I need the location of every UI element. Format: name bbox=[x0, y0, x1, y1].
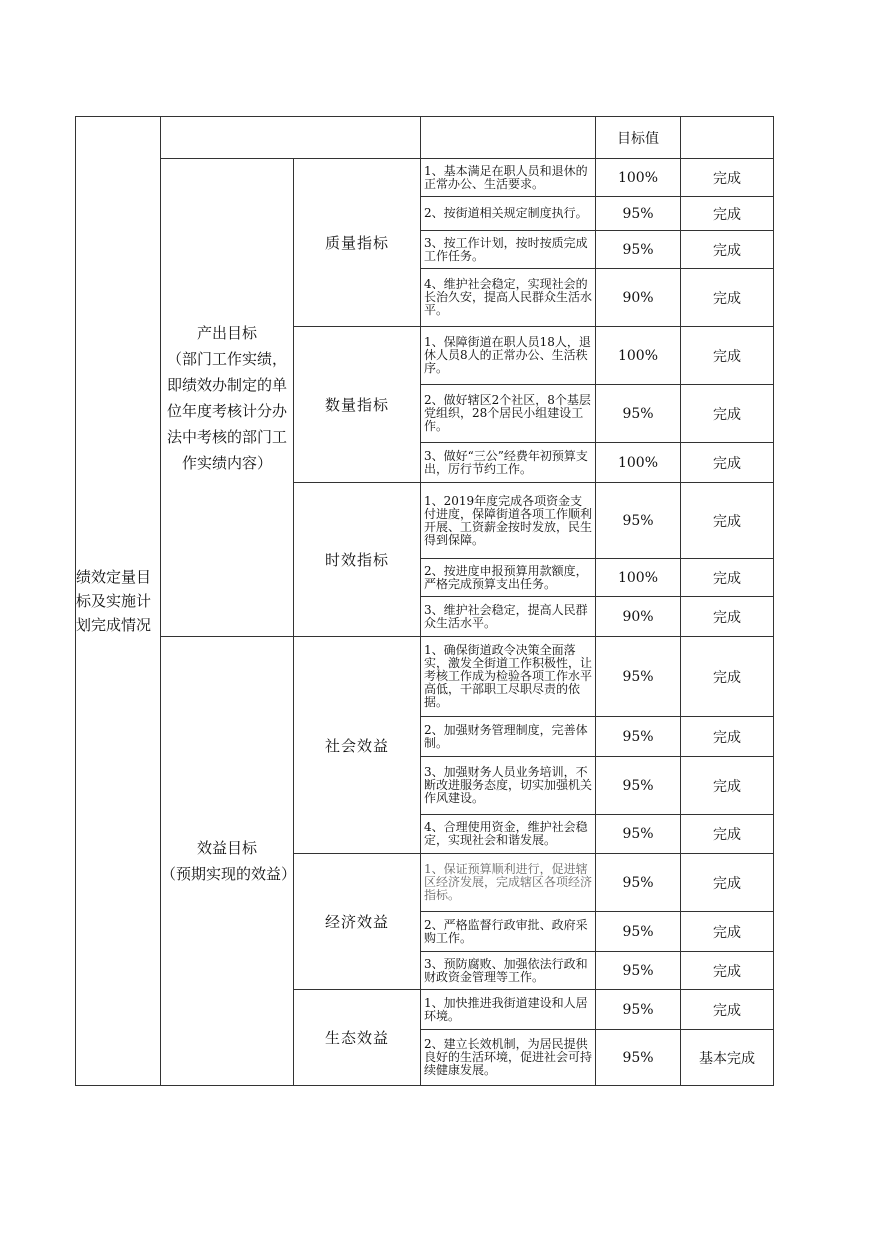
completion-status: 完成 bbox=[681, 597, 774, 637]
group-name: 产出目标 bbox=[196, 323, 257, 342]
target-value: 90% bbox=[596, 597, 681, 637]
completion-status: 完成 bbox=[681, 197, 774, 231]
target-value: 100% bbox=[596, 327, 681, 385]
indicator-text: 2、按街道相关规定制度执行。 bbox=[421, 197, 596, 231]
indicator-text: 2、做好辖区2个社区，8个基层党组织，28个居民小组建设工作。 bbox=[421, 385, 596, 443]
indicator-text: 1、保障街道在职人员18人，退休人员8人的正常办公、生活秩序。 bbox=[421, 327, 596, 385]
target-value: 95% bbox=[596, 385, 681, 443]
completion-status: 完成 bbox=[681, 483, 774, 559]
group-note: （预期实现的效益） bbox=[161, 865, 297, 883]
section-label: 绩效定量目标及实施计划完成情况 bbox=[76, 117, 161, 1086]
subgroup-quality: 质量指标 bbox=[294, 159, 421, 327]
indicator-text: 2、按进度申报预算用款额度，严格完成预算支出任务。 bbox=[421, 559, 596, 597]
indicator-text: 4、维护社会稳定，实现社会的长治久安，提高人民群众生活水平。 bbox=[421, 269, 596, 327]
indicator-text: 2、严格监督行政审批、政府采购工作。 bbox=[421, 912, 596, 952]
target-value: 95% bbox=[596, 757, 681, 815]
target-value: 95% bbox=[596, 912, 681, 952]
completion-status: 完成 bbox=[681, 559, 774, 597]
group-note: （部门工作实绩，即绩效办制定的单位年度考核计分办法中考核的部门工作实绩内容） bbox=[166, 349, 287, 472]
header-empty-cell bbox=[421, 117, 596, 159]
indicator-text: 3、预防腐败、加强依法行政和财政资金管理等工作。 bbox=[421, 952, 596, 990]
header-empty-cell bbox=[681, 117, 774, 159]
completion-status: 完成 bbox=[681, 854, 774, 912]
target-value: 95% bbox=[596, 231, 681, 269]
indicator-text: 3、加强财务人员业务培训，不断改进服务态度，切实加强机关作风建设。 bbox=[421, 757, 596, 815]
indicator-text: 2、建立长效机制，为居民提供良好的生活环境，促进社会可持续健康发展。 bbox=[421, 1030, 596, 1086]
completion-status: 完成 bbox=[681, 443, 774, 483]
completion-status: 完成 bbox=[681, 231, 774, 269]
completion-status: 完成 bbox=[681, 159, 774, 197]
indicator-text: 3、按工作计划，按时按质完成工作任务。 bbox=[421, 231, 596, 269]
indicator-text: 2、加强财务管理制度，完善体制。 bbox=[421, 717, 596, 757]
target-value: 100% bbox=[596, 159, 681, 197]
target-value: 95% bbox=[596, 990, 681, 1030]
indicator-text: 4、合理使用资金，维护社会稳定，实现社会和谐发展。 bbox=[421, 815, 596, 854]
completion-status: 完成 bbox=[681, 990, 774, 1030]
subgroup-quantity: 数量指标 bbox=[294, 327, 421, 483]
target-value: 95% bbox=[596, 952, 681, 990]
target-value: 95% bbox=[596, 197, 681, 231]
subgroup-social: 社会效益 bbox=[294, 637, 421, 854]
performance-table bbox=[75, 116, 774, 1086]
indicator-text: 1、确保街道政令决策全面落实，激发全街道工作积极性，让考核工作成为检验各项工作水平高低，干部职工尽职尽责的依据。 bbox=[421, 637, 596, 717]
completion-status: 基本完成 bbox=[681, 1030, 774, 1086]
indicator-text: 3、做好“三公”经费年初预算支出，厉行节约工作。 bbox=[421, 443, 596, 483]
subgroup-economic: 经济效益 bbox=[294, 854, 421, 990]
subgroup-timeliness: 时效指标 bbox=[294, 483, 421, 637]
target-value: 90% bbox=[596, 269, 681, 327]
table-row bbox=[76, 637, 774, 717]
group-output bbox=[161, 159, 294, 637]
target-value: 95% bbox=[596, 815, 681, 854]
subgroup-ecological: 生态效益 bbox=[294, 990, 421, 1086]
indicator-text: 1、2019年度完成各项资金支付进度，保障街道各项工作顺利开展、工资薪金按时发放，民生得到保障。 bbox=[421, 483, 596, 559]
target-column-header: 目标值 bbox=[596, 117, 681, 159]
group-benefit bbox=[161, 637, 297, 1086]
indicator-text: 3、维护社会稳定，提高人民群众生活水平。 bbox=[421, 597, 596, 637]
completion-status: 完成 bbox=[681, 912, 774, 952]
table-row bbox=[76, 159, 774, 197]
completion-status: 完成 bbox=[681, 815, 774, 854]
completion-status: 完成 bbox=[681, 717, 774, 757]
completion-status: 完成 bbox=[681, 952, 774, 990]
group-name: 效益目标 bbox=[196, 839, 257, 857]
target-value: 95% bbox=[596, 483, 681, 559]
target-value: 100% bbox=[596, 559, 681, 597]
target-value: 95% bbox=[596, 717, 681, 757]
target-value: 100% bbox=[596, 443, 681, 483]
completion-status: 完成 bbox=[681, 385, 774, 443]
header-empty-cell bbox=[161, 117, 421, 159]
indicator-text: 1、基本满足在职人员和退休的正常办公、生活要求。 bbox=[421, 159, 596, 197]
target-value: 95% bbox=[596, 1030, 681, 1086]
completion-status: 完成 bbox=[681, 757, 774, 815]
completion-status: 完成 bbox=[681, 637, 774, 717]
completion-status: 完成 bbox=[681, 269, 774, 327]
target-value: 95% bbox=[596, 854, 681, 912]
header-row bbox=[76, 117, 774, 159]
indicator-text: 1、保证预算顺利进行，促进辖区经济发展，完成辖区各项经济指标。 bbox=[421, 854, 596, 912]
target-value: 95% bbox=[596, 637, 681, 717]
indicator-text: 1、加快推进我街道建设和人居环境。 bbox=[421, 990, 596, 1030]
completion-status: 完成 bbox=[681, 327, 774, 385]
